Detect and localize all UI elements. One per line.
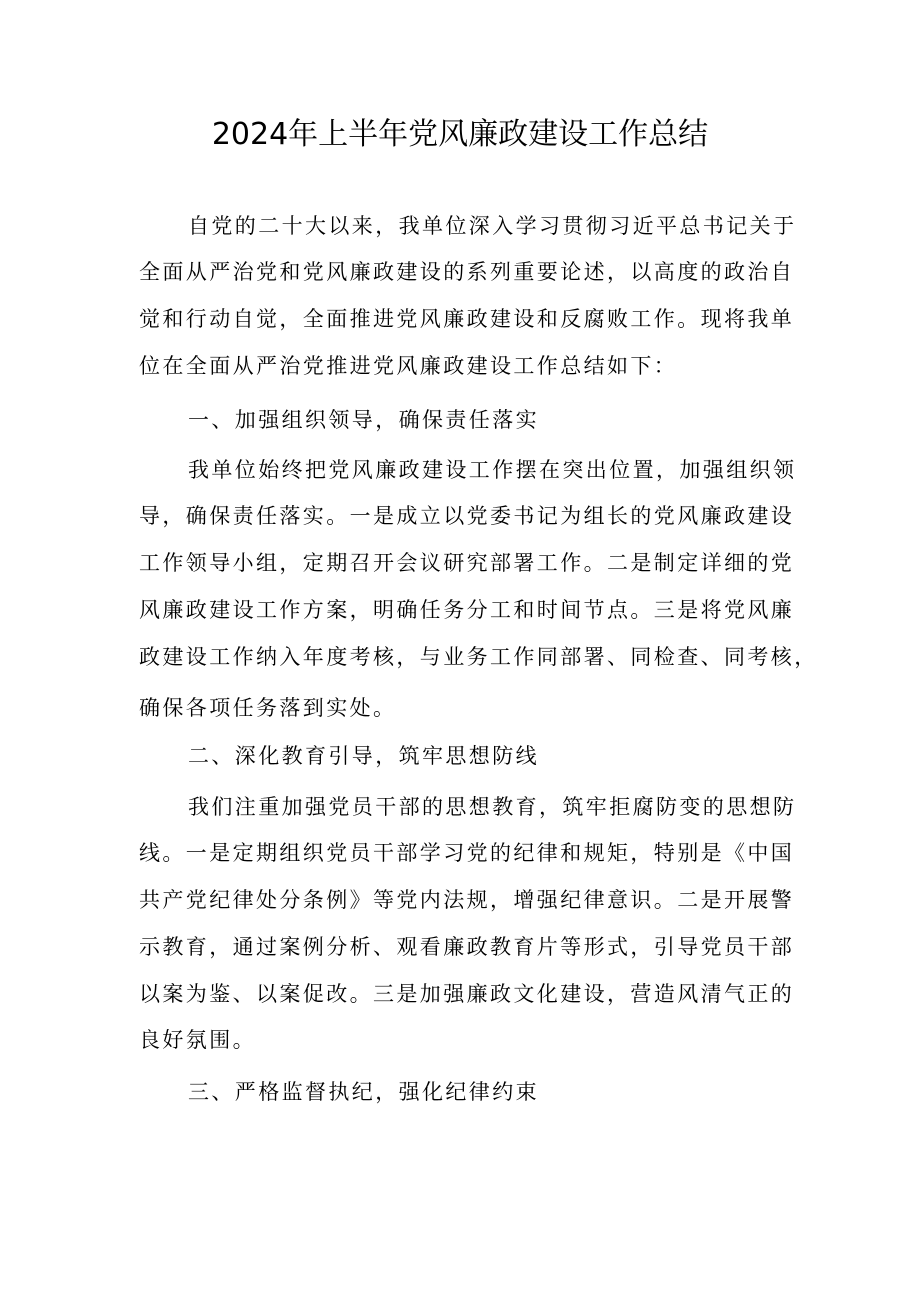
paragraph-line: 良好氛围。 [139,1028,256,1052]
paragraph-line: 共产党纪律处分条例》等党内法规，增强纪律意识。二是开展警 [139,888,795,912]
paragraph-line: 线。一是定期组织党员干部学习党的纪律和规矩，特别是《中国 [139,841,795,865]
paragraph-line: 自党的二十大以来，我单位深入学习贯彻习近平总书记关于 [188,214,797,238]
paragraph-line: 工作领导小组，定期召开会议研究部署工作。二是制定详细的党 [139,551,795,575]
paragraph-line: 以案为鉴、以案促改。三是加强廉政文化建设，营造风清气正的 [139,982,795,1006]
paragraph-line: 政建设工作纳入年度考核，与业务工作同部署、同检查、同考核， [139,645,818,669]
section-heading: 二、深化教育引导，筑牢思想防线 [188,744,539,768]
paragraph-line: 我单位始终把党风廉政建设工作摆在突出位置，加强组织领 [188,458,797,482]
section-heading: 一、加强组织领导，确保责任落实 [188,408,539,432]
paragraph-line: 我们注重加强党员干部的思想教育，筑牢拒腐防变的思想防 [188,795,797,819]
section-heading: 三、严格监督执纪，强化纪律约束 [188,1080,539,1104]
paragraph-line: 导，确保责任落实。一是成立以党委书记为组长的党风廉政建设 [139,504,795,528]
document-title: 2024年上半年党风廉政建设工作总结 [211,117,709,152]
paragraph-line: 风廉政建设工作方案，明确任务分工和时间节点。三是将党风廉 [139,598,795,622]
paragraph-line: 位在全面从严治党推进党风廉政建设工作总结如下： [139,354,678,378]
paragraph-line: 确保各项任务落到实处。 [139,696,397,720]
paragraph-line: 示教育，通过案例分析、观看廉政教育片等形式，引导党员干部 [139,935,795,959]
paragraph-line: 全面从严治党和党风廉政建设的系列重要论述，以高度的政治自 [139,260,795,284]
paragraph-line: 觉和行动自觉，全面推进党风廉政建设和反腐败工作。现将我单 [139,307,795,331]
